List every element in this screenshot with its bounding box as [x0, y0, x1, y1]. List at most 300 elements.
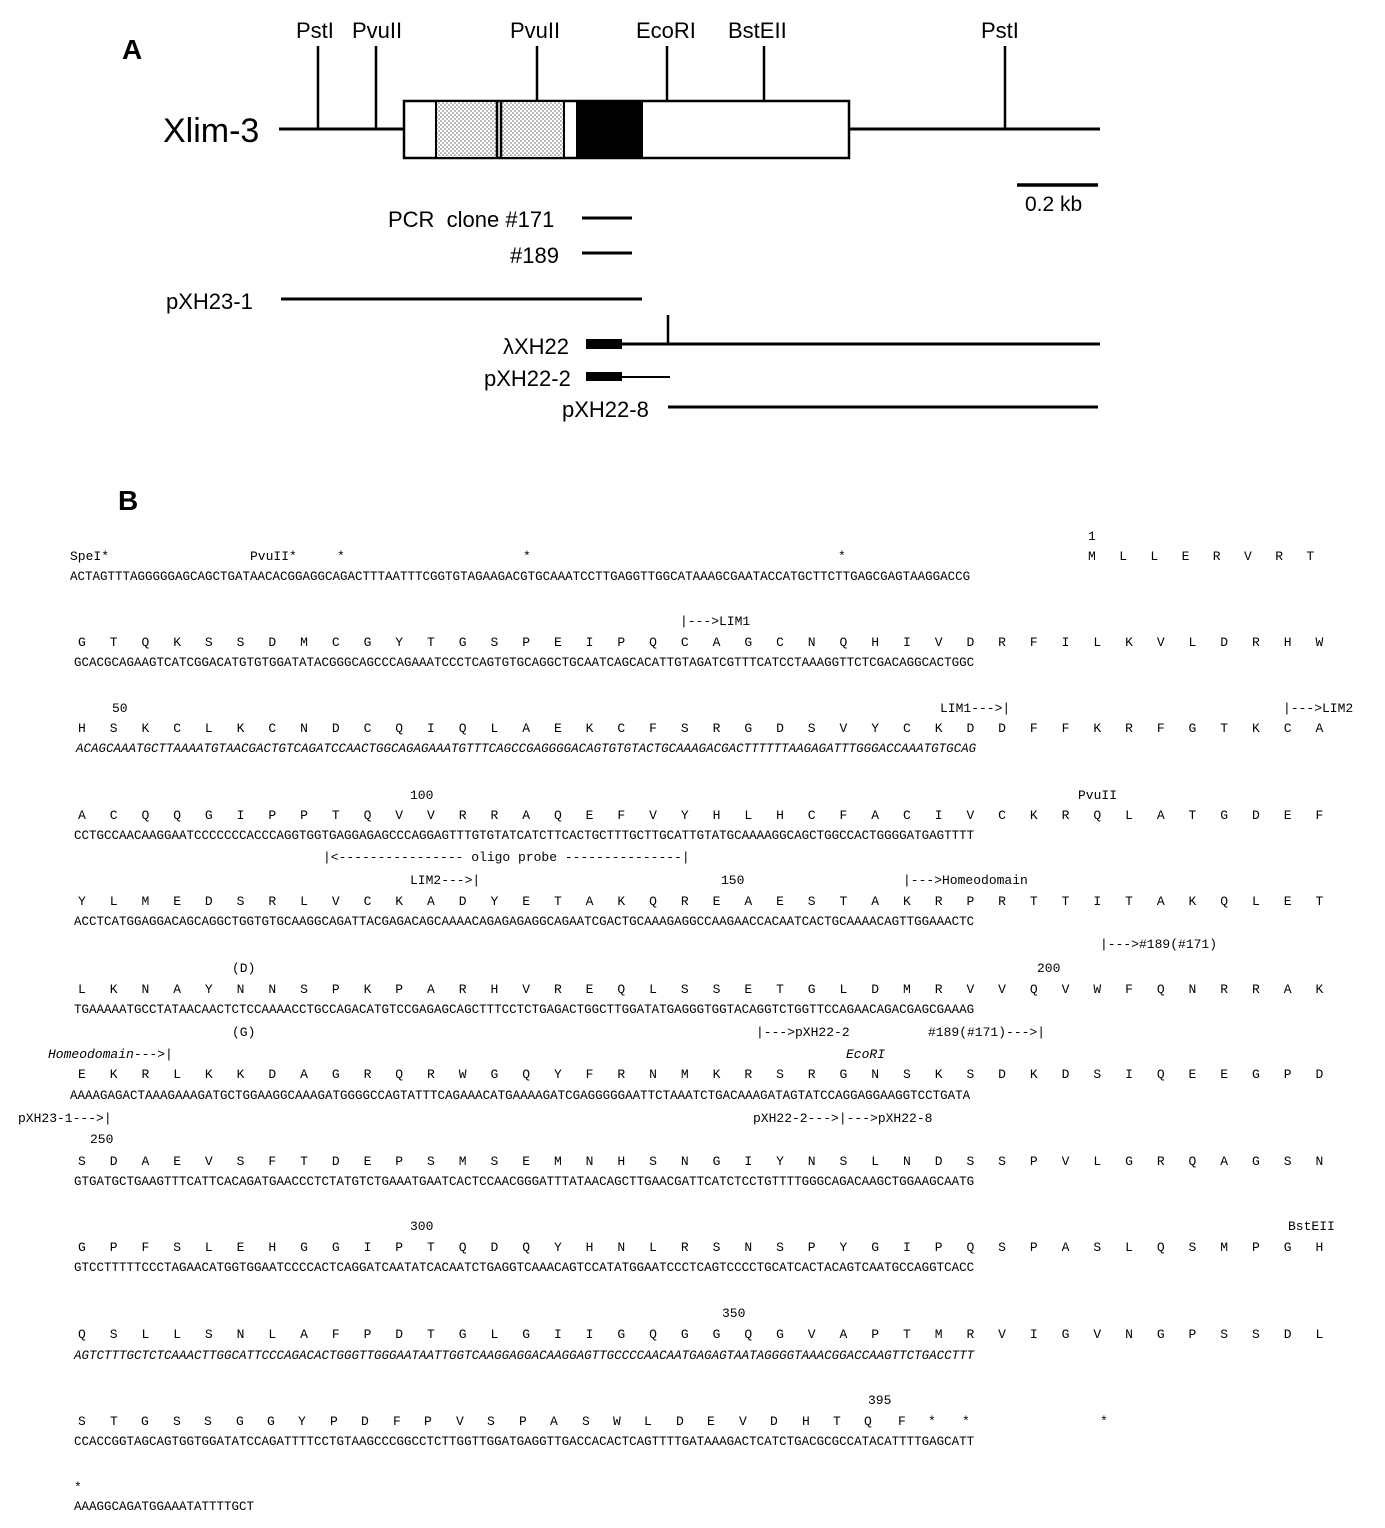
amino-acid: R: [268, 894, 277, 909]
aa-row-3: [78, 809, 1345, 825]
amino-acid: A: [427, 894, 435, 909]
amino-acid: F: [141, 1240, 150, 1255]
amino-acid: I: [553, 1327, 562, 1342]
amino-acid: I: [585, 1327, 594, 1342]
amino-acid: M: [1220, 1240, 1229, 1255]
amino-acid: Q: [864, 1414, 872, 1429]
amino-acid: C: [173, 721, 181, 736]
amino-acid: Y: [204, 982, 213, 997]
amino-acid: P: [1188, 1327, 1197, 1342]
amino-acid: D: [871, 982, 880, 997]
clone-label-pxh23-1: pXH23-1: [166, 289, 253, 314]
amino-acid: R: [1061, 808, 1070, 823]
amino-acid: R: [934, 894, 943, 909]
site-pvuii-2: PvuII: [510, 18, 561, 43]
amino-acid: A: [173, 982, 181, 997]
amino-acid: Q: [1188, 1154, 1197, 1169]
amino-acid: L: [268, 1327, 277, 1342]
amino-acid: S: [902, 1067, 911, 1082]
amino-acid: D: [395, 1327, 404, 1342]
amino-acid: G: [458, 635, 467, 650]
amino-acid: E: [173, 894, 181, 909]
amino-acid: N: [300, 721, 308, 736]
amino-acid: S: [78, 1154, 86, 1169]
amino-acid: V: [839, 721, 848, 736]
amino-acid: G: [490, 1067, 499, 1082]
amino-acid: M: [141, 894, 150, 909]
amino-acid: D: [966, 635, 975, 650]
amino-acid: K: [173, 635, 181, 650]
note-final-stop: *: [74, 1480, 82, 1495]
amino-acid: T: [1220, 721, 1229, 736]
amino-acid: H: [776, 808, 784, 823]
amino-acid: A: [585, 894, 594, 909]
amino-acid: S: [236, 635, 245, 650]
site-pvuii-1: PvuII: [352, 18, 403, 43]
amino-acid: Q: [1156, 982, 1165, 997]
amino-acid: K: [1093, 721, 1102, 736]
amino-acid: *: [928, 1414, 936, 1429]
amino-acid: G: [617, 1327, 626, 1342]
amino-acid: Y: [553, 1067, 562, 1082]
amino-acid: D: [361, 1414, 369, 1429]
amino-acid: G: [300, 1240, 308, 1255]
amino-acid: Q: [141, 635, 150, 650]
amino-acid: F: [331, 1327, 340, 1342]
amino-acid: A: [871, 894, 880, 909]
amino-acid: C: [902, 721, 911, 736]
amino-acid: L: [204, 721, 213, 736]
amino-acid: Y: [78, 894, 86, 909]
amino-acid: D: [1252, 808, 1260, 823]
amino-acid: G: [712, 1327, 721, 1342]
amino-acid: S: [839, 1154, 848, 1169]
amino-acid: L: [1252, 894, 1260, 909]
amino-acid: C: [331, 635, 340, 650]
amino-acid: G: [78, 1240, 86, 1255]
amino-acid: D: [331, 721, 340, 736]
amino-acid: F: [1156, 721, 1165, 736]
amino-acid: Y: [871, 721, 880, 736]
amino-acid: N: [1188, 982, 1197, 997]
amino-acid: G: [1061, 1327, 1070, 1342]
amino-acid: R: [712, 721, 721, 736]
amino-acid: C: [109, 808, 118, 823]
note-pvuii: PvuII: [1078, 788, 1118, 803]
amino-acid: K: [902, 894, 911, 909]
note-homeodomain-start: |--->Homeodomain: [903, 873, 1028, 888]
amino-acid: S: [109, 721, 118, 736]
amino-acid: A: [871, 808, 880, 823]
amino-acid: Q: [78, 1327, 86, 1342]
amino-acid: I: [902, 1240, 911, 1255]
amino-acid: R: [1252, 635, 1260, 650]
amino-acid: S: [300, 982, 308, 997]
amino-acid: Q: [649, 635, 657, 650]
amino-acid: E: [553, 635, 562, 650]
amino-acid: K: [109, 1067, 118, 1082]
amino-acid: P: [966, 894, 975, 909]
note-189-start: |--->#189(#171): [1100, 937, 1218, 952]
amino-acid: C: [363, 894, 372, 909]
amino-acid: D: [770, 1414, 778, 1429]
amino-acid: N: [236, 1327, 245, 1342]
amino-acid: Q: [141, 808, 150, 823]
amino-acid: V: [934, 635, 943, 650]
dna-row-0: ACTAGTTTAGGGGGAGCAGCTGATAACACGGAGGCAGACTTTAATTTCGGTGTAGAAGACGTGCAAATCCTTGAGGTTGGCATAAAGCGAATACCATGCTTCTTGAGCGAGTAAGGACCG: [70, 570, 971, 584]
amino-acid: E: [1220, 1067, 1229, 1082]
amino-acid: T: [331, 808, 340, 823]
amino-acid: I: [427, 721, 435, 736]
amino-acid: D: [1283, 1327, 1292, 1342]
amino-acid: R: [680, 1240, 689, 1255]
amino-acid: H: [1283, 635, 1292, 650]
amino-acid: P: [807, 1240, 816, 1255]
amino-acid: M: [458, 1154, 467, 1169]
amino-acid: T: [427, 1240, 435, 1255]
amino-acid: D: [1315, 1067, 1324, 1082]
amino-acid: S: [490, 635, 499, 650]
amino-acid: D: [204, 894, 213, 909]
amino-acid: G: [1220, 808, 1229, 823]
aa-row-10: [78, 1415, 1345, 1431]
amino-acid: T: [1061, 894, 1070, 909]
amino-acid: Y: [680, 808, 689, 823]
amino-acid: N: [902, 1154, 911, 1169]
amino-acid: A: [1061, 1240, 1070, 1255]
note-lim2-end: LIM2--->|: [410, 873, 481, 888]
amino-acid: M: [934, 1327, 943, 1342]
amino-acid: A: [1156, 808, 1165, 823]
amino-acid: Q: [553, 808, 562, 823]
amino-acid: T: [1315, 894, 1324, 909]
amino-acid: G: [839, 1067, 848, 1082]
amino-acid: D: [490, 1240, 499, 1255]
amino-acid: C: [807, 808, 816, 823]
note-stop-1: *: [337, 549, 345, 564]
amino-acid: P: [395, 1154, 404, 1169]
amino-acid: L: [649, 1240, 657, 1255]
amino-acid: A: [141, 1154, 150, 1169]
amino-acid: T: [427, 635, 435, 650]
amino-acid: V: [998, 982, 1006, 997]
lim1-domain: [436, 102, 497, 157]
aa-row-6: [78, 1068, 1345, 1084]
note-pxh22-2-end: pXH22-2--->|--->pXH22-8: [753, 1111, 933, 1126]
amino-acid: Q: [966, 1240, 975, 1255]
amino-acid: I: [1125, 1067, 1133, 1082]
amino-acid: H: [617, 1154, 626, 1169]
amino-acid: S: [998, 1240, 1006, 1255]
amino-acid: K: [141, 721, 150, 736]
gene-label: Xlim-3: [163, 112, 260, 150]
amino-acid: R: [363, 1067, 372, 1082]
amino-acid: Q: [522, 1240, 531, 1255]
amino-acid: G: [458, 1327, 467, 1342]
amino-acid: D: [268, 635, 277, 650]
amino-acid: K: [1125, 635, 1133, 650]
amino-acid: Q: [522, 1067, 531, 1082]
amino-acid: K: [617, 894, 626, 909]
note-num-250: 250: [90, 1132, 114, 1147]
amino-acid: N: [680, 1154, 689, 1169]
amino-acid: C: [1283, 721, 1292, 736]
amino-acid: C: [363, 721, 372, 736]
amino-acid: I: [744, 1154, 753, 1169]
amino-acid: N: [1125, 1327, 1133, 1342]
note-lim1-start: |--->LIM1: [680, 614, 751, 629]
panel-b-label: B: [118, 485, 139, 516]
amino-acid: Y: [553, 1240, 562, 1255]
amino-acid: Q: [395, 721, 404, 736]
amino-acid: I: [236, 808, 245, 823]
amino-acid: T: [110, 1414, 118, 1429]
amino-acid: F: [1315, 808, 1324, 823]
amino-acid: S: [680, 721, 689, 736]
amino-acid: R: [744, 1067, 753, 1082]
amino-acid: G: [807, 982, 816, 997]
amino-acid: E: [522, 1154, 531, 1169]
amino-acid: L: [1093, 1154, 1102, 1169]
amino-acid: L: [839, 982, 848, 997]
amino-acid: T: [1029, 894, 1038, 909]
clone-lxh22-block: [586, 339, 622, 349]
amino-acid: M: [300, 635, 308, 650]
amino-acid: Q: [1220, 894, 1229, 909]
amino-acid: A: [300, 1067, 308, 1082]
amino-acid: H: [490, 982, 499, 997]
amino-acid: G: [1252, 1154, 1260, 1169]
amino-acid: A: [839, 1327, 848, 1342]
amino-acid: S: [680, 982, 689, 997]
amino-acid: Q: [839, 635, 848, 650]
amino-acid: I: [363, 1240, 372, 1255]
note-variant-g: (G): [232, 1025, 256, 1040]
amino-acid: P: [522, 635, 531, 650]
amino-acid: S: [712, 1240, 721, 1255]
amino-acid: K: [1029, 808, 1038, 823]
amino-acid: P: [1029, 1240, 1038, 1255]
amino-acid: G: [712, 1154, 721, 1169]
amino-acid: K: [934, 721, 943, 736]
amino-acid: T: [776, 982, 784, 997]
amino-acid: C: [998, 808, 1006, 823]
amino-acid: S: [78, 1414, 86, 1429]
amino-acid: P: [1283, 1067, 1292, 1082]
amino-acid: H: [585, 1240, 594, 1255]
aa-row-8: [78, 1241, 1345, 1257]
amino-acid: M: [1088, 549, 1096, 564]
amino-acid: G: [744, 721, 753, 736]
amino-acid: Q: [649, 1327, 657, 1342]
amino-acid: N: [585, 1154, 594, 1169]
amino-acid: V: [998, 1327, 1006, 1342]
note-num-200: 200: [1037, 961, 1061, 976]
note-num-395: 395: [868, 1393, 892, 1408]
amino-acid: I: [1029, 1327, 1038, 1342]
amino-acid: L: [1093, 635, 1102, 650]
note-variant-d: (D): [232, 961, 256, 976]
amino-acid: R: [1252, 982, 1260, 997]
clone-label-pxh22-2: pXH22-2: [484, 366, 571, 391]
amino-acid: G: [1283, 1240, 1292, 1255]
amino-acid: F: [617, 808, 626, 823]
amino-acid: R: [934, 982, 943, 997]
amino-acid: N: [141, 982, 150, 997]
amino-acid: E: [585, 808, 594, 823]
amino-acid: E: [776, 894, 784, 909]
amino-acid: Y: [298, 1414, 306, 1429]
dna-row-1: GCACGCAGAAGTCATCGGACATGTGTGGATATACGGGCAGCCCAGAAATCCCTCAGTGTGCAGGCTGCAATCAGCACATTGTAGATCGTTTCATCCTAAAGGTTCTCGACAGGCACTGGC: [74, 656, 975, 670]
amino-acid: I: [585, 635, 594, 650]
amino-acid: V: [456, 1414, 464, 1429]
note-num-300: 300: [410, 1219, 434, 1234]
note-pvuii-star: PvuII*: [250, 549, 297, 564]
amino-acid: Q: [1093, 808, 1102, 823]
amino-acid: R: [1156, 1154, 1165, 1169]
amino-acid: S: [1093, 1067, 1102, 1082]
amino-acid: G: [236, 1414, 244, 1429]
note-stop-2: *: [523, 549, 531, 564]
amino-acid: N: [807, 1154, 816, 1169]
amino-acid: V: [204, 1154, 213, 1169]
amino-acid: T: [1306, 549, 1315, 564]
amino-acid: P: [617, 635, 626, 650]
aa-row-2: [78, 722, 1345, 738]
amino-acid: P: [934, 1240, 943, 1255]
amino-acid: R: [998, 894, 1006, 909]
amino-acid: H: [802, 1414, 810, 1429]
amino-acid: E: [707, 1414, 715, 1429]
amino-acid: S: [204, 635, 213, 650]
amino-acid: E: [712, 894, 721, 909]
amino-acid: D: [776, 721, 784, 736]
amino-acid: M: [680, 1067, 689, 1082]
amino-acid: G: [267, 1414, 275, 1429]
note-homeodomain-end: Homeodomain--->|: [48, 1047, 173, 1062]
amino-acid: L: [204, 1240, 213, 1255]
amino-acid: S: [427, 1154, 435, 1169]
amino-acid: Y: [395, 635, 404, 650]
amino-acid: C: [680, 635, 689, 650]
amino-acid: S: [1188, 1240, 1197, 1255]
amino-acid: L: [744, 808, 753, 823]
amino-acid: M: [553, 1154, 562, 1169]
amino-acid: V: [427, 808, 435, 823]
amino-acid: H: [268, 1240, 277, 1255]
site-psti-2: PstI: [981, 18, 1019, 43]
amino-acid: E: [1283, 894, 1292, 909]
amino-acid: P: [331, 982, 340, 997]
amino-acid: N: [744, 1240, 753, 1255]
dna-row-7: GTGATGCTGAAGTTTCATTCACAGATGAACCCTCTATGTCTGAAATGAATCACTCCAACGGGATTTATAACAGCTTGAACGATTCATCTCCTGTTTTGGGCAGACAAGCTGGAAGCAATG: [74, 1175, 975, 1189]
amino-acid: I: [934, 808, 943, 823]
amino-acid: S: [236, 894, 245, 909]
amino-acid: G: [141, 1414, 149, 1429]
amino-acid: C: [902, 808, 911, 823]
amino-acid: L: [1119, 549, 1127, 564]
amino-acid: *: [1100, 1414, 1108, 1429]
amino-acid: A: [712, 635, 721, 650]
amino-acid: K: [236, 1067, 245, 1082]
amino-acid: L: [1125, 1240, 1133, 1255]
dna-row-9: AGTCTTTGCTCTCAAACTTGGCATTCCCAGACACTGGGTTGGGAATAATTGGTCAAGGAGGACAAGGAGTTGCCCCAACAATGAGAGTAATAGGGGTAAACGGACCAAGTTCTGACCTTT: [74, 1349, 975, 1363]
amino-acid: E: [236, 1240, 245, 1255]
amino-acid: R: [458, 808, 467, 823]
amino-acid: Q: [363, 808, 372, 823]
amino-acid: N: [617, 1240, 626, 1255]
amino-acid: L: [173, 1067, 181, 1082]
scale-bar-label: 0.2 kb: [1025, 193, 1083, 216]
amino-acid: S: [649, 1154, 657, 1169]
dna-row-8: GTCCTTTTTCCCTAGAACATGGTGGAATCCCCACTCAGGATCAATATCACAATCTGAGGTCAAACAGTCCATATGGAATCCCTCAGTCCCCTGCATCACTACAGTCAATGCCAGGTCACC: [74, 1261, 975, 1275]
note-pxh22-2-start: |--->pXH22-2: [756, 1025, 850, 1040]
dna-row-10: CCACCGGTAGCAGTGGTGGATATCCAGATTTTCCTGTAAGCCCGGCCTCTTGGTTGGATGAGGTTGACCACACTCAGTTTTGATAAAGACTCATCTGACGCGCCATACATTTTGAGCATT: [74, 1435, 975, 1449]
amino-acid: F: [898, 1414, 906, 1429]
note-pxh23-1-end: pXH23-1--->|: [18, 1111, 112, 1126]
amino-acid: T: [1188, 808, 1197, 823]
amino-acid: R: [141, 1067, 150, 1082]
amino-acid: R: [1212, 549, 1221, 564]
amino-acid: K: [236, 721, 245, 736]
amino-acid: E: [1283, 808, 1292, 823]
amino-acid: P: [300, 808, 308, 823]
amino-acid: S: [966, 1067, 975, 1082]
amino-acid: S: [966, 1154, 975, 1169]
amino-acid: K: [1252, 721, 1260, 736]
aa-row-5: [78, 983, 1345, 999]
aa-row-9: [78, 1328, 1345, 1344]
amino-acid: S: [173, 1240, 181, 1255]
amino-acid: G: [204, 808, 213, 823]
amino-acid: S: [490, 1154, 499, 1169]
amino-acid: E: [1188, 1067, 1197, 1082]
amino-acid: W: [613, 1414, 621, 1429]
amino-acid: S: [807, 721, 816, 736]
amino-acid: Q: [1156, 1067, 1165, 1082]
amino-acid: N: [236, 982, 245, 997]
amino-acid: G: [776, 1327, 784, 1342]
note-num-100: 100: [410, 788, 434, 803]
amino-acid: T: [902, 1327, 911, 1342]
amino-acid: C: [617, 721, 626, 736]
amino-acid: A: [427, 982, 435, 997]
site-ecori: EcoRI: [636, 18, 696, 43]
amino-acid: G: [1252, 1067, 1260, 1082]
amino-acid: A: [744, 894, 753, 909]
amino-acid: S: [487, 1414, 495, 1429]
amino-acid: R: [1220, 982, 1229, 997]
amino-acid: K: [395, 894, 404, 909]
amino-acid: W: [458, 1067, 467, 1082]
note-oligo-probe: |<---------------- oligo probe ---------------|: [323, 850, 690, 865]
amino-acid: G: [522, 1327, 531, 1342]
amino-acid: F: [1061, 721, 1070, 736]
amino-acid: V: [739, 1414, 747, 1429]
amino-acid: F: [1125, 982, 1133, 997]
amino-acid: T: [300, 1154, 308, 1169]
amino-acid: S: [776, 1067, 784, 1082]
amino-acid: R: [427, 1067, 435, 1082]
aa-row-4: [78, 895, 1345, 911]
amino-acid: A: [300, 1327, 308, 1342]
amino-acid: F: [1029, 721, 1038, 736]
amino-acid: Q: [649, 894, 657, 909]
note-num-150: 150: [721, 873, 745, 888]
amino-acid: F: [649, 721, 657, 736]
amino-acid: H: [1315, 1240, 1324, 1255]
amino-acid: F: [839, 808, 848, 823]
